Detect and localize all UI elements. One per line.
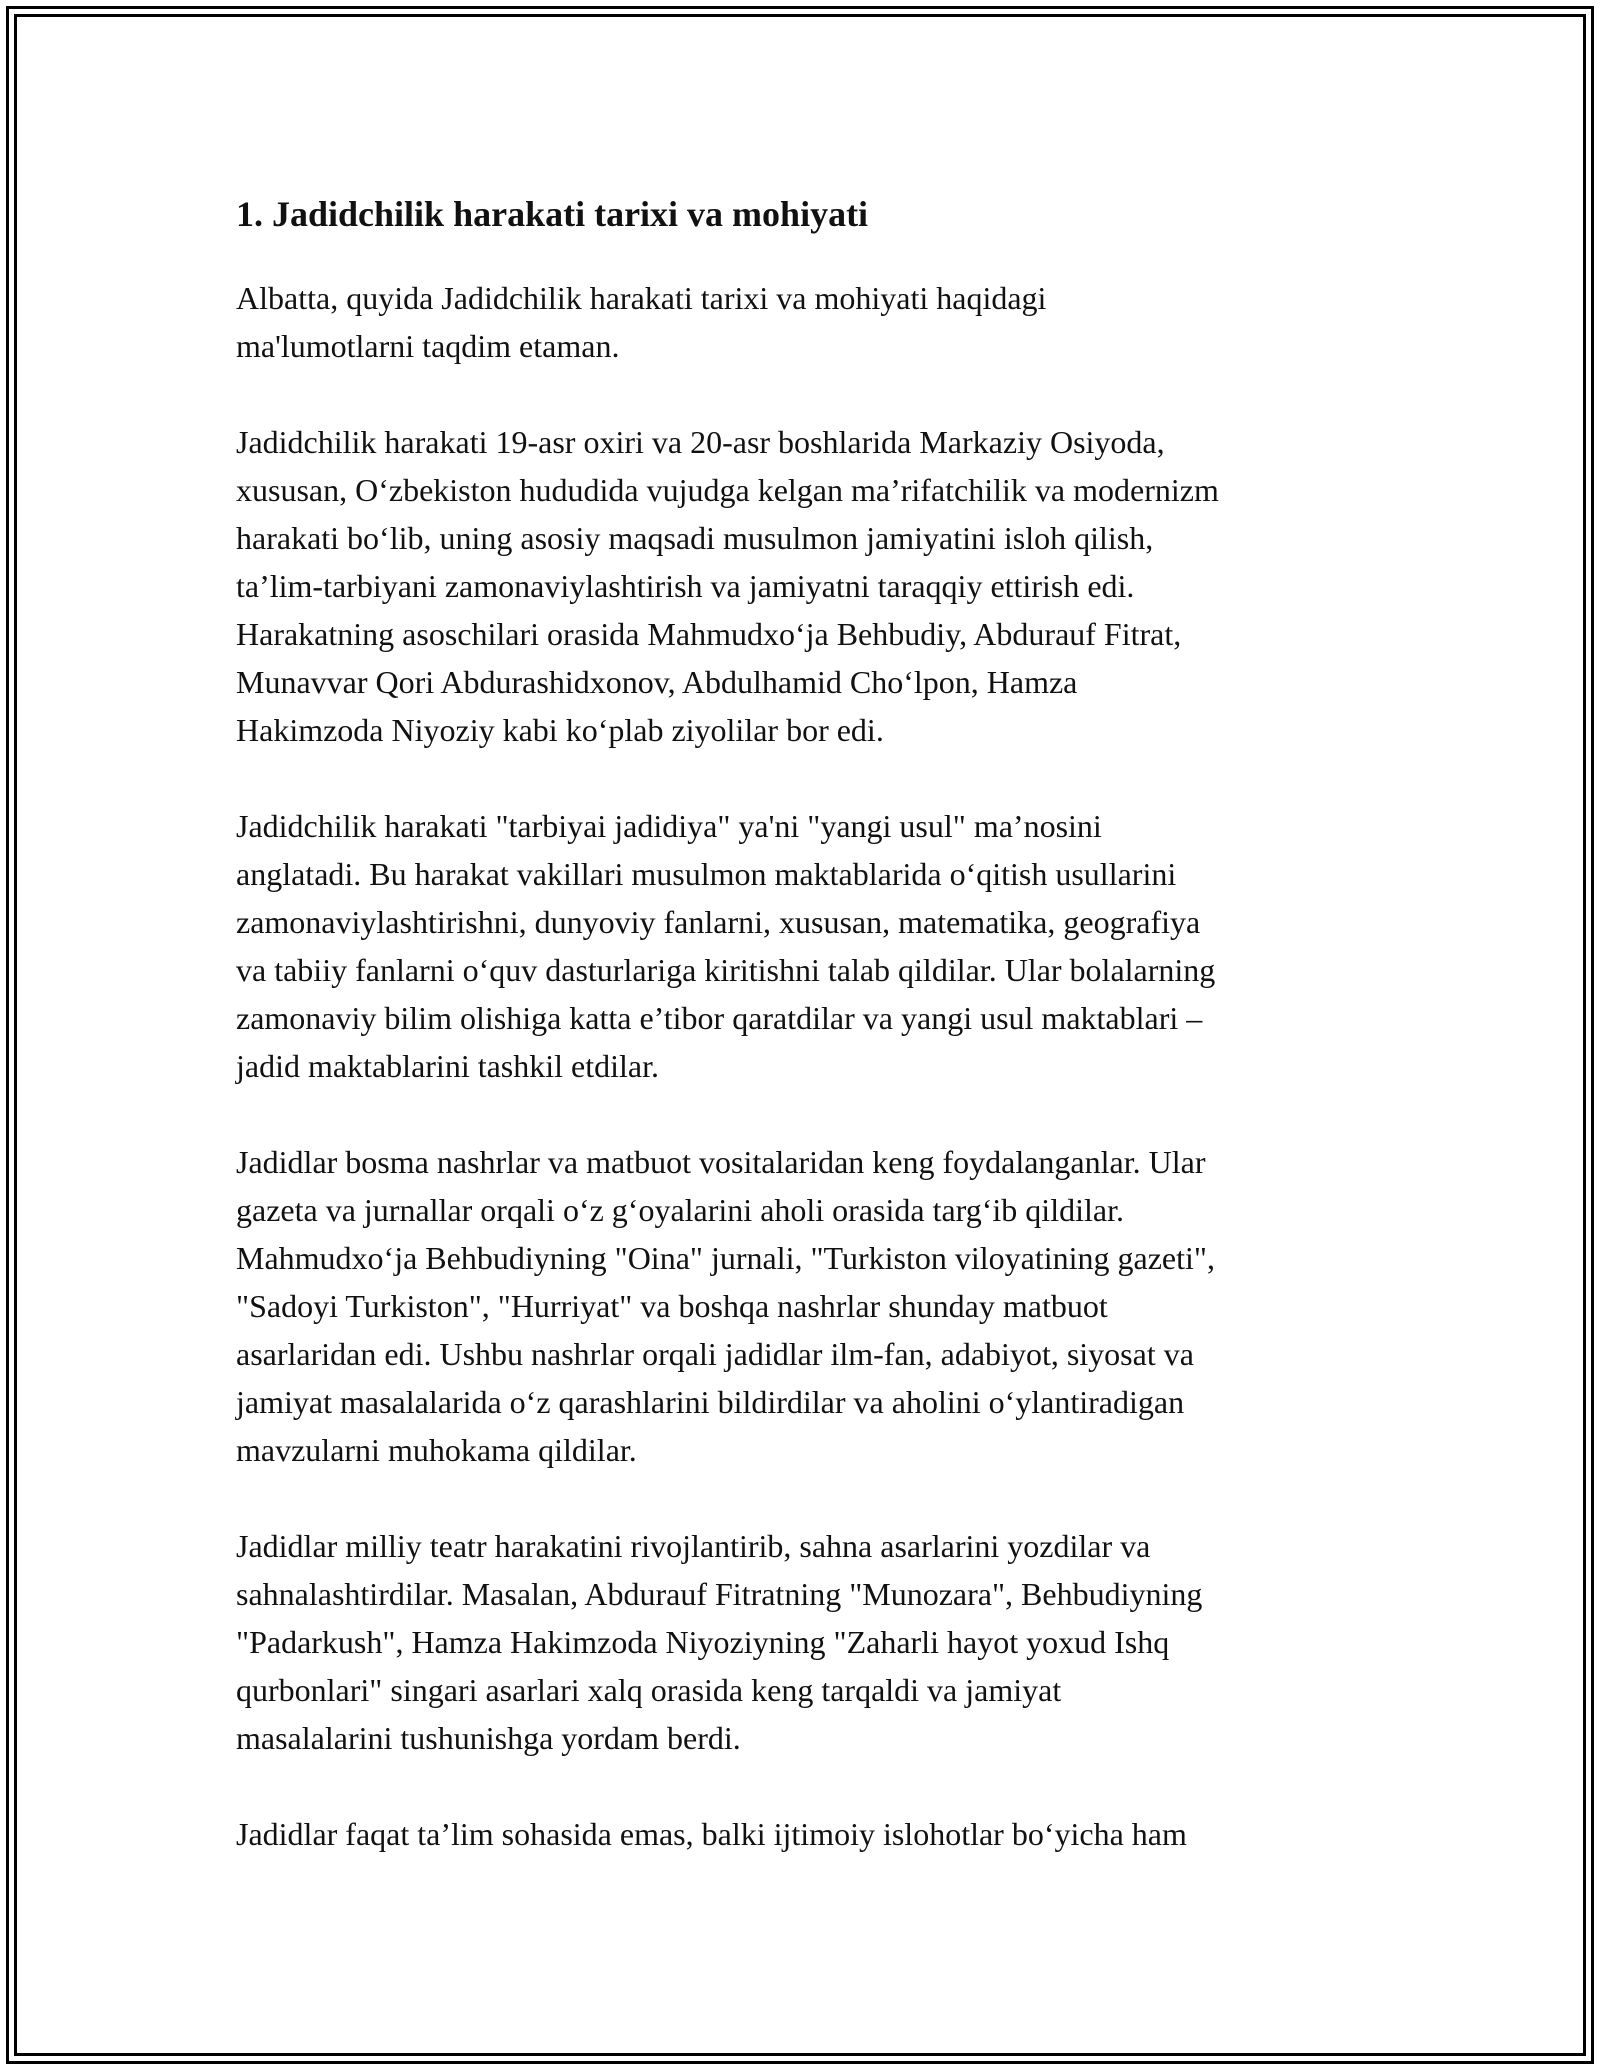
text-line: va tabiiy fanlarni o‘quv dasturlariga kiritishni talab qildilar. Ular bolalarning <box>236 952 1216 988</box>
text-line: qurbonlari" singari asarlari xalq orasida keng tarqaldi va jamiyat <box>236 1672 1062 1708</box>
text-line: Jadidchilik harakati 19-asr oxiri va 20-asr boshlarida Markaziy Osiyoda, <box>236 424 1165 460</box>
paragraph-press <box>236 1138 1376 1474</box>
text-line: sahnalashtirdilar. Masalan, Abdurauf Fitratning "Munozara", Behbudiyning <box>236 1576 1203 1612</box>
paragraph-origins <box>236 418 1376 754</box>
text-line: Albatta, quyida Jadidchilik harakati tarixi va mohiyati haqidagi <box>236 280 1047 316</box>
text-line: harakati bo‘lib, uning asosiy maqsadi musulmon jamiyatini isloh qilish, <box>236 520 1154 556</box>
paragraph-intro <box>236 274 1376 370</box>
text-line: gazeta va jurnallar orqali o‘z g‘oyalarini aholi orasida targ‘ib qildilar. <box>236 1192 1124 1228</box>
text-line: ta’lim-tarbiyani zamonaviylashtirish va jamiyatni taraqqiy ettirish edi. <box>236 568 1135 604</box>
section-heading: 1. Jadidchilik harakati tarixi va mohiyati <box>236 194 869 234</box>
text-line: Jadidlar bosma nashrlar va matbuot vositalaridan keng foydalanganlar. Ular <box>236 1144 1206 1180</box>
text-line: Jadidchilik harakati "tarbiyai jadidiya" ya'ni "yangi usul" ma’nosini <box>236 808 1102 844</box>
paragraph-theatre <box>236 1522 1376 1762</box>
text-line: masalalarini tushunishga yordam berdi. <box>236 1720 741 1756</box>
text-line: Hakimzoda Niyoziy kabi ko‘plab ziyolilar bor edi. <box>236 712 884 748</box>
text-line: Mahmudxo‘ja Behbudiyning "Oina" jurnali, "Turkiston viloyatining gazeti", <box>236 1240 1215 1276</box>
text-line: jamiyat masalalarida o‘z qarashlarini bildirdilar va aholini o‘ylantiradigan <box>236 1384 1185 1420</box>
text-line: mavzularni muhokama qildilar. <box>236 1432 637 1468</box>
text-line: Munavvar Qori Abdurashidxonov, Abdulhamid Cho‘lpon, Hamza <box>236 664 1078 700</box>
text-line: Jadidlar milliy teatr harakatini rivojlantirib, sahna asarlarini yozdilar va <box>236 1528 1151 1564</box>
text-line: Harakatning asoschilari orasida Mahmudxo‘ja Behbudiy, Abdurauf Fitrat, <box>236 616 1182 652</box>
paragraph-education <box>236 802 1376 1090</box>
text-line: zamonaviy bilim olishiga katta e’tibor qaratdilar va yangi usul maktablari – <box>236 1000 1203 1036</box>
text-line: "Padarkush", Hamza Hakimzoda Niyoziyning "Zaharli hayot yoxud Ishq <box>236 1624 1170 1660</box>
text-line: "Sadoyi Turkiston", "Hurriyat" va boshqa nashrlar shunday matbuot <box>236 1288 1108 1324</box>
text-line: ma'lumotlarni taqdim etaman. <box>236 328 620 364</box>
paragraph-reforms <box>236 1810 1376 1858</box>
text-line: anglatadi. Bu harakat vakillari musulmon maktablarida o‘qitish usullarini <box>236 856 1177 892</box>
document-body <box>236 190 1376 1906</box>
text-line: xususan, O‘zbekiston hududida vujudga kelgan ma’rifatchilik va modernizm <box>236 472 1219 508</box>
text-line: asarlaridan edi. Ushbu nashrlar orqali jadidlar ilm-fan, adabiyot, siyosat va <box>236 1336 1194 1372</box>
text-line: jadid maktablarini tashkil etdilar. <box>236 1048 659 1084</box>
text-line: zamonaviylashtirishni, dunyoviy fanlarni, xususan, matematika, geografiya <box>236 904 1201 940</box>
text-line: Jadidlar faqat ta’lim sohasida emas, balki ijtimoiy islohotlar bo‘yicha ham <box>236 1816 1187 1852</box>
